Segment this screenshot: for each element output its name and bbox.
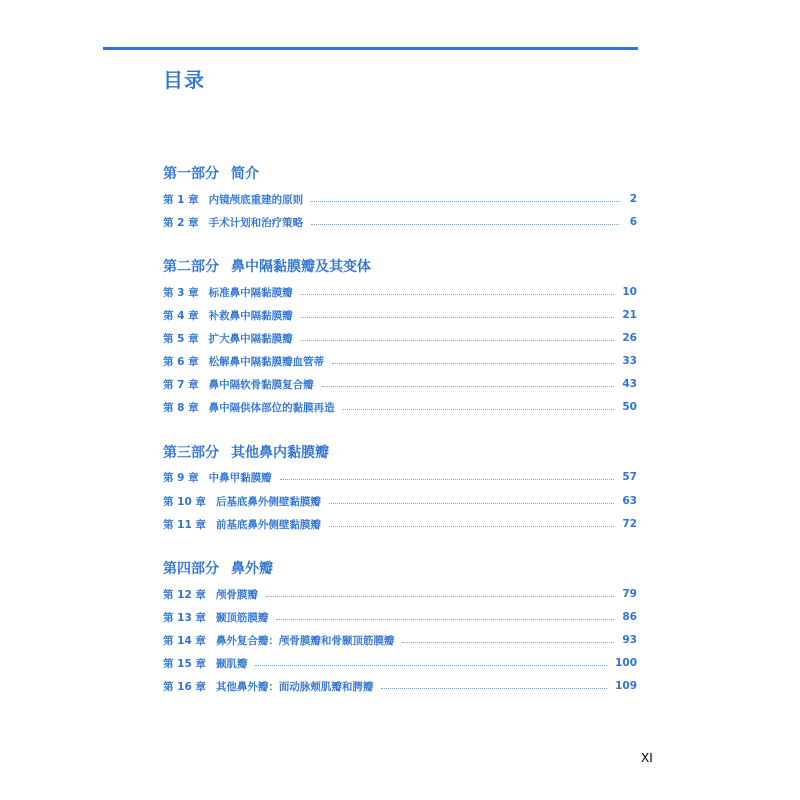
chapter-number: 第 6 章 (163, 355, 199, 368)
chapter-title: 其他鼻外瓣：面动脉颊肌瓣和腭瓣 (215, 680, 374, 693)
page-number: 21 (622, 309, 637, 321)
chapter-number: 第 4 章 (163, 309, 199, 322)
page-number: 79 (622, 588, 637, 600)
chapter-number: 第 16 章 (163, 680, 206, 693)
part-label: 第三部分 (163, 445, 219, 461)
dot-leader (311, 224, 619, 225)
part-label: 第二部分 (163, 259, 219, 275)
chapter-title: 补救鼻中隔黏膜瓣 (208, 309, 293, 322)
page-number: 33 (622, 355, 637, 367)
dot-leader (332, 363, 614, 364)
page-number: 72 (622, 518, 637, 530)
page-number: 43 (622, 378, 637, 390)
part-name: 其他鼻内黏膜瓣 (231, 445, 329, 461)
toc-entry[interactable] (163, 609, 637, 625)
page-number: 2 (629, 193, 637, 205)
chapter-title: 颞肌瓣 (215, 657, 248, 670)
page-number: 63 (622, 495, 637, 507)
dot-leader (301, 294, 615, 295)
page-number: 100 (615, 657, 637, 669)
toc-entry[interactable] (163, 399, 637, 415)
toc-entry[interactable] (163, 678, 637, 694)
dot-leader (311, 201, 619, 202)
toc-entry[interactable] (163, 655, 637, 671)
dot-leader (266, 596, 614, 597)
toc-entry[interactable] (163, 214, 637, 230)
chapter-number: 第 8 章 (163, 401, 199, 414)
page-title: 目录 (163, 68, 205, 92)
folio-page-number: XI (641, 751, 653, 765)
page-number: 10 (622, 286, 637, 298)
chapter-title: 手术计划和治疗策略 (208, 216, 304, 229)
page-number: 26 (622, 332, 637, 344)
dot-leader (343, 409, 615, 410)
dot-leader (322, 386, 615, 387)
chapter-number: 第 10 章 (163, 495, 206, 508)
page-number: 57 (622, 471, 637, 483)
part-heading (163, 256, 371, 276)
dot-leader (329, 526, 614, 527)
dot-leader (276, 619, 614, 620)
chapter-number: 第 7 章 (163, 378, 199, 391)
chapter-number: 第 15 章 (163, 657, 206, 670)
chapter-number: 第 2 章 (163, 216, 199, 229)
chapter-title: 松解鼻中隔黏膜瓣血管蒂 (208, 355, 325, 368)
toc-entry[interactable] (163, 376, 637, 392)
toc-entry[interactable] (163, 632, 637, 648)
chapter-title: 颅骨膜瓣 (215, 588, 258, 601)
chapter-number: 第 11 章 (163, 518, 206, 531)
toc-entry[interactable] (163, 191, 637, 207)
chapter-number: 第 14 章 (163, 634, 206, 647)
chapter-number: 第 5 章 (163, 332, 199, 345)
dot-leader (402, 642, 614, 643)
chapter-title: 扩大鼻中隔黏膜瓣 (208, 332, 293, 345)
dot-leader (329, 503, 614, 504)
toc-entry[interactable] (163, 469, 637, 485)
part-label: 第一部分 (163, 166, 219, 182)
chapter-number: 第 9 章 (163, 471, 199, 484)
toc-entry[interactable] (163, 586, 637, 602)
chapter-title: 中鼻甲黏膜瓣 (208, 471, 272, 484)
part-heading (163, 558, 273, 578)
part-name: 鼻外瓣 (231, 561, 273, 577)
chapter-number: 第 3 章 (163, 286, 199, 299)
toc-entry[interactable] (163, 330, 637, 346)
chapter-number: 第 13 章 (163, 611, 206, 624)
chapter-title: 标准鼻中隔黏膜瓣 (208, 286, 293, 299)
toc-entry[interactable] (163, 353, 637, 369)
page-number: 93 (622, 634, 637, 646)
chapter-title: 前基底鼻外侧壁黏膜瓣 (215, 518, 321, 531)
top-rule (103, 47, 638, 50)
chapter-title: 颞顶筋膜瓣 (215, 611, 269, 624)
chapter-title: 后基底鼻外侧壁黏膜瓣 (215, 495, 321, 508)
toc-entry[interactable] (163, 516, 637, 532)
chapter-title: 鼻外复合瓣：颅骨膜瓣和骨颞顶筋膜瓣 (215, 634, 395, 647)
toc-entry[interactable] (163, 493, 637, 509)
dot-leader (255, 665, 607, 666)
part-heading (163, 442, 329, 462)
page-number: 6 (629, 216, 637, 228)
part-heading (163, 163, 259, 183)
dot-leader (301, 340, 615, 341)
part-label: 第四部分 (163, 561, 219, 577)
part-name: 鼻中隔黏膜瓣及其变体 (231, 259, 371, 275)
part-name: 简介 (231, 166, 259, 182)
chapter-title: 鼻中隔软骨黏膜复合瓣 (208, 378, 314, 391)
dot-leader (301, 317, 615, 318)
chapter-number: 第 12 章 (163, 588, 206, 601)
chapter-title: 鼻中隔供体部位的黏膜再造 (208, 401, 335, 414)
toc-entry[interactable] (163, 284, 637, 300)
chapter-number: 第 1 章 (163, 193, 199, 206)
page-number: 109 (615, 680, 637, 692)
page-number: 50 (622, 401, 637, 413)
dot-leader (381, 688, 607, 689)
toc-entry[interactable] (163, 307, 637, 323)
dot-leader (280, 479, 615, 480)
chapter-title: 内镜颅底重建的原则 (208, 193, 304, 206)
page-number: 86 (622, 611, 637, 623)
